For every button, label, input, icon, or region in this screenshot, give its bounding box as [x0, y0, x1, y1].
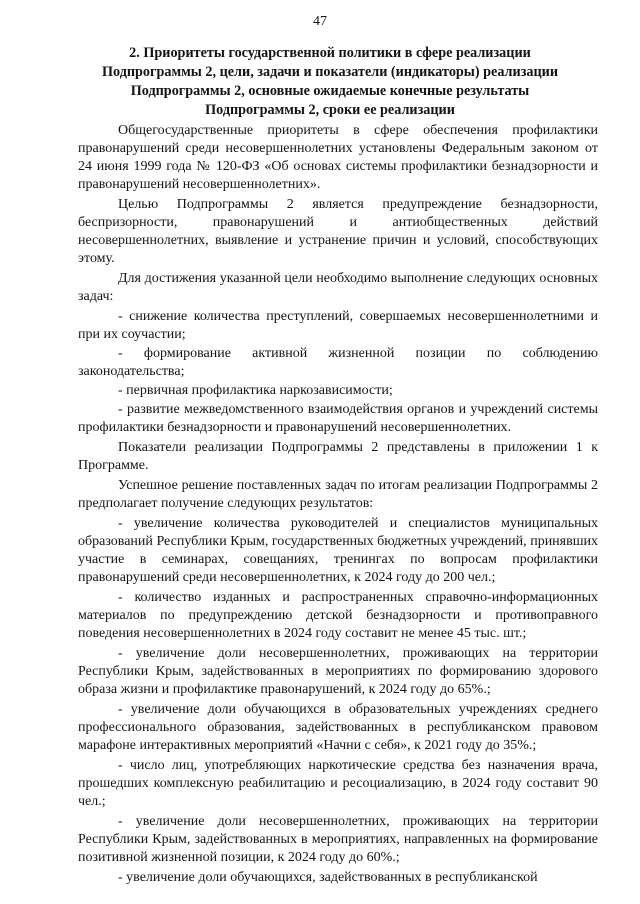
list-item: - число лиц, употребляющих наркотические средства без назначения врача, прошедших комплексную реабилитацию и ресоциализацию, в 2024 году составит 90 чел.;	[78, 758, 598, 809]
heading-line: Подпрограммы 2, основные ожидаемые конечные результаты	[130, 83, 530, 99]
list-item: - увеличение доли несовершеннолетних, проживающих на территории Республики Крым, задействованных в мероприятиях, направленных на формирование позитивной жизненной позиции, к 2024 году до 60%.;	[78, 814, 598, 865]
list-item: - увеличение доли обучающихся, задействованных в республиканской	[118, 870, 538, 885]
list-item: - увеличение количества руководителей и специалистов муниципальных образований Республики Крым, государственных бюджетных учреждений, принявших участие в семинарах, совещаниях, тренингах по вопросам профилактики правонарушений среди несовершеннолетних, к 2024 году до 200 чел.;	[78, 516, 598, 585]
list-item: - снижение количества преступлений, совершаемых несовершеннолетними и при их соучастии;	[78, 309, 598, 342]
list-item: - развитие межведомственного взаимодействия органов и учреждений системы профилактики безнадзорности и правонарушений несовершеннолетних.	[78, 402, 598, 435]
paragraph: Успешное решение поставленных задач по итогам реализации Подпрограммы 2 предполагает получение следующих результатов:	[78, 478, 598, 511]
list-item: - количество изданных и распространенных справочно-информационных материалов по предупреждению детской безнадзорности и противоправного поведения несовершеннолетних в 2024 году составит не менее 45 тыс. шт.;	[78, 590, 598, 641]
section-heading	[60, 44, 600, 120]
heading-line: Подпрограммы 2, сроки ее реализации	[205, 102, 455, 118]
heading-line: Подпрограммы 2, цели, задачи и показатели (индикаторы) реализации	[101, 64, 559, 80]
paragraph: Общегосударственные приоритеты в сфере обеспечения профилактики правонарушений среди несовершеннолетних установлены Федеральным законом от 24 июня 1999 года № 120-ФЗ «Об основах системы профилактики безнадзорности и правонарушений несовершеннолетних».	[78, 123, 598, 192]
heading-line: 2. Приоритеты государственной политики в сфере реализации	[129, 45, 531, 61]
list-item: - увеличение доли несовершеннолетних, проживающих на территории Республики Крым, задействованных в мероприятиях по формированию здорового образа жизни и профилактике правонарушений, к 2024 году до 65%.;	[78, 646, 598, 697]
page-number: 47	[313, 14, 327, 29]
list-item: - формирование активной жизненной позиции по соблюдению законодательства;	[78, 346, 598, 379]
paragraph: Для достижения указанной цели необходимо выполнение следующих основных задач:	[78, 271, 598, 304]
body-text	[78, 122, 598, 889]
list-item: - увеличение доли обучающихся в образовательных учреждениях среднего профессионального образования, задействованных в республиканском правовом марафоне интерактивных мероприятий «Начни с себя», к 2021 году до 35%.;	[78, 702, 598, 753]
paragraph: Целью Подпрограммы 2 является предупреждение безнадзорности, беспризорности, правонарушений и антиобщественных действий несовершеннолетних, выявление и устранение причин и условий, способствующих этому.	[78, 197, 598, 266]
list-item: - первичная профилактика наркозависимости;	[118, 383, 393, 398]
paragraph: Показатели реализации Подпрограммы 2 представлены в приложении 1 к Программе.	[78, 440, 598, 473]
